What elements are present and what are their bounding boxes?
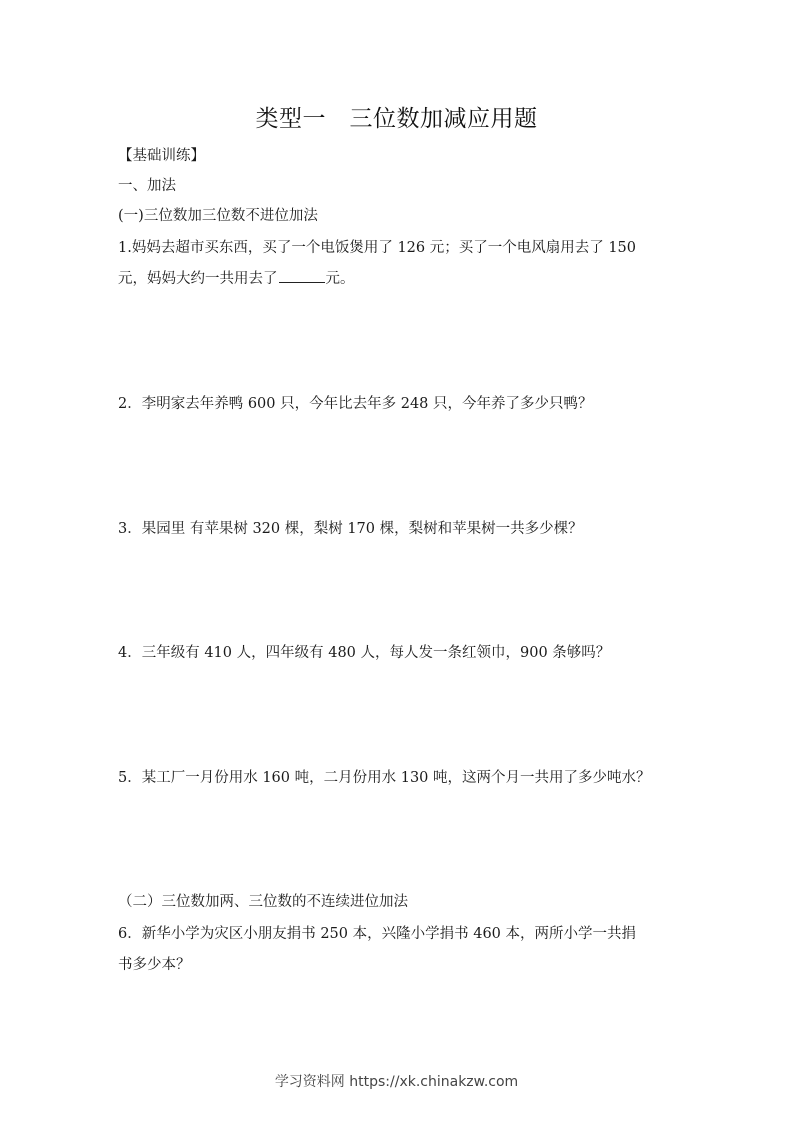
answer-blank[interactable] xyxy=(279,268,325,283)
page-title: 类型一 三位数加减应用题 xyxy=(255,106,538,132)
question-1-line-2 xyxy=(118,268,355,289)
section-heading-basic: 【基础训练】 xyxy=(118,148,205,164)
subsection-heading-no-carry: (一)三位数加三位数不进位加法 xyxy=(118,208,318,224)
part-heading-addition: 一、加法 xyxy=(118,178,176,194)
footer-watermark: 学习资料网 https://xk.chinakzw.com xyxy=(274,1074,519,1090)
question-6-line-2: 书多少本？ xyxy=(118,957,191,973)
question-5: 5．某工厂一月份用水 160 吨，二月份用水 130 吨，这两个月一共用了多少吨水？ xyxy=(118,770,651,786)
question-6-line-1: 6．新华小学为灾区小朋友捐书 250 本，兴隆小学捐书 460 本，两所小学一共捐 xyxy=(118,926,637,942)
question-2: 2．李明家去年养鸭 600 只，今年比去年多 248 只，今年养了多少只鸭？ xyxy=(118,396,593,412)
question-3: 3．果园里 有苹果树 320 棵，梨树 170 棵，梨树和苹果树一共多少棵？ xyxy=(118,521,583,537)
question-1-line-1: 1.妈妈去超市买东西，买了一个电饭煲用了 126 元；买了一个电风扇用去了 150 xyxy=(118,240,637,256)
question-1-text-before: 元，妈妈大约一共用去了 xyxy=(118,271,278,287)
question-1-text-after: 元。 xyxy=(325,271,355,287)
question-4: 4．三年级有 410 人，四年级有 480 人，每人发一条红领巾，900 条够吗？ xyxy=(118,645,611,661)
subsection-heading-partial-carry: （二）三位数加两、三位数的不连续进位加法 xyxy=(118,894,408,910)
